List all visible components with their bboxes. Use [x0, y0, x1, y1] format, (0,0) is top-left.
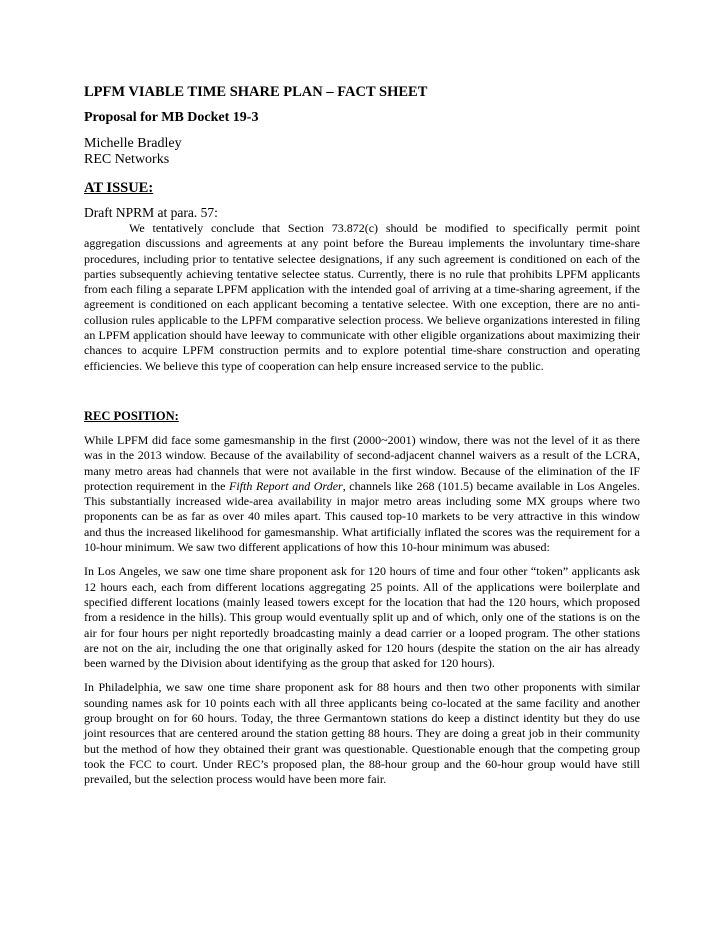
rec-paragraph-los-angeles: In Los Angeles, we saw one time share proponent ask for 120 hours of time and four other “token” applicants ask 12 hours each, each from different locations aggregating 25 points. All of the applications were boilerplate and specified different locations (mainly leased towers except for the location that had the 120 hours, which proposed from a residence in the hills). This group would eventually split up and of which, only one of the stations is on the air for four hours per night reportedly broadcasting mainly a dead carrier or a looped program. The other stations are not on the air, including the one that originally asked for 120 hours (despite the station on the air has already been warned by the Division about identifying as the group that asked for 120 hours).	[84, 564, 640, 671]
at-issue-quote: We tentatively conclude that Section 73.872(c) should be modified to specifically permit point aggregation discussions and agreements at any point before the Bureau implements the involuntary time-share procedures, including prior to tentative selectee designations, if any such agreement is conditioned on each of the parties subsequently achieving tentative selectee status. Currently, there is no rule that prohibits LPFM applicants from each filing a separate LPFM application with the intended goal of arriving at a time-sharing agreement, if the agreement is conditioned on each applicant becoming a tentative selectee. With one exception, there are no anti-collusion rules applicable to the LPFM comparative selection process. We believe organizations interested in filing an LPFM application should have leeway to communicate with other eligible organizations about maximizing their chances to acquire LPFM construction permits and to explore potential time-share construction and operating efficiencies. We believe this type of cooperation can help ensure increased service to the public.	[84, 221, 640, 373]
rec-paragraph-philadelphia: In Philadelphia, we saw one time share proponent ask for 88 hours and then two other proponents with similar sounding names ask for 10 points each with all three applicants being co-located at the same facility and another group brought on for 60 hours. Today, the three Germantown stations do keep a distinct identity but they do use joint resources that are centered around the station getting 88 hours. They are doing a great job in their community but the method of how they obtained their grant was questionable. Questionable enough that the competing group took the FCC to court. Under REC’s proposed plan, the 88-hour group and the 60-hour group would have still prevailed, but the selection process would have been more fair.	[84, 680, 640, 787]
document-subtitle: Proposal for MB Docket 19-3	[84, 110, 259, 125]
author-name: Michelle Bradley	[84, 136, 182, 151]
at-issue-heading: AT ISSUE:	[84, 180, 154, 196]
rec-paragraph-1	[84, 433, 640, 555]
draft-nprm-label: Draft NPRM at para. 57:	[84, 205, 218, 220]
rec-paragraph-1-part-b: , channels like 268 (101.5) became available in Los Angeles. This substantially increased wide-area availability in major metro areas including some MX groups where two proponents can be as far as over 40 miles apart. This caused top-10 markets to be very attractive in this window and thus the increased likelihood for gamesmanship. What artificially inflated the scores was the requirement for a 10-hour minimum. We saw two different applications of how this 10-hour minimum was abused:	[84, 478, 640, 555]
rec-paragraph-1-part-a: While LPFM did face some gamesmanship in the first (2000~2001) window, there was not the level of it as there was in the 2013 window. Because of the availability of second-adjacent channel waivers as a result of the LCRA, many metro areas had channels that were not available in the first window. Because of the elimination of the IF protection requirement in the	[84, 432, 640, 493]
document-title: LPFM VIABLE TIME SHARE PLAN – FACT SHEET	[84, 84, 428, 100]
author-organization: REC Networks	[84, 152, 170, 167]
document-body	[84, 83, 640, 797]
rec-position-heading: REC POSITION:	[84, 408, 179, 423]
fifth-report-title: Fifth Report and Order	[229, 478, 343, 493]
